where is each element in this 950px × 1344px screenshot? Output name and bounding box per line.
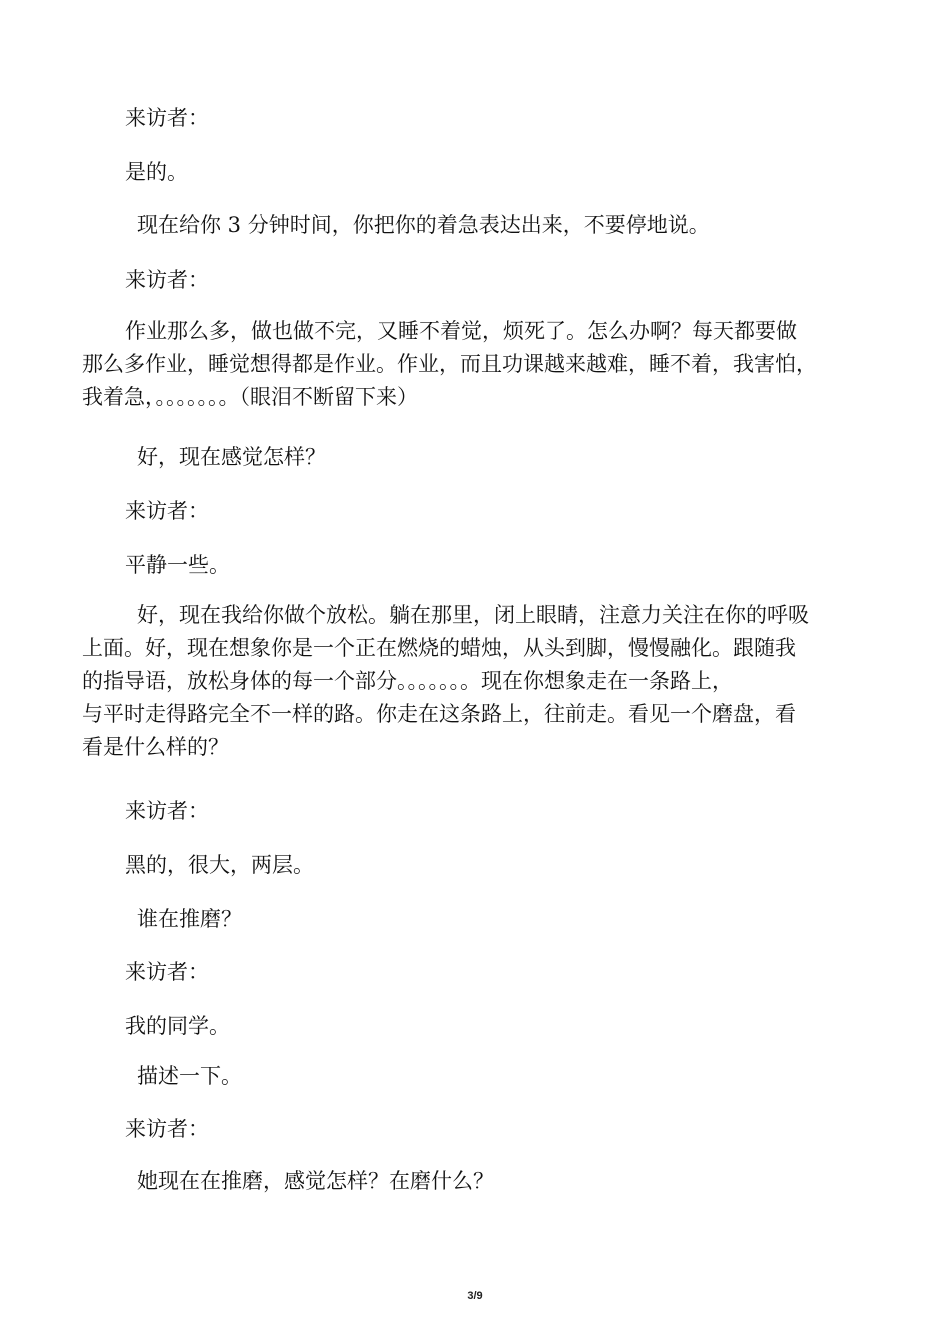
page-number: 3/9	[467, 1290, 483, 1302]
paragraph-line: 看是什么样的？	[82, 735, 229, 759]
client-reply: 黑的，很大，两层。	[125, 853, 314, 877]
counselor-prompt: 现在给你 3 分钟时间，你把你的着急表达出来，不要停地说。	[137, 213, 710, 237]
paragraph-line: 与平时走得路完全不一样的路。你走在这条路上，往前走。看见一个磨盘，看	[82, 702, 796, 726]
client-reply: 平静一些。	[125, 553, 230, 577]
speaker-label: 来访者：	[125, 1117, 209, 1141]
paragraph-line: 我着急，。。。。。。。（眼泪不断留下来）	[82, 385, 418, 409]
speaker-label: 来访者：	[125, 499, 209, 523]
counselor-paragraph	[82, 599, 809, 764]
client-reply: 是的。	[125, 160, 188, 184]
paragraph-line: 作业那么多，做也做不完，又睡不着觉，烦死了。怎么办啊？每天都要做	[125, 319, 797, 343]
client-paragraph	[82, 315, 817, 414]
client-reply: 我的同学。	[125, 1014, 230, 1038]
speaker-label: 来访者：	[125, 106, 209, 130]
paragraph-line: 上面。好，现在想象你是一个正在燃烧的蜡烛，从头到脚，慢慢融化。跟随我	[82, 636, 796, 660]
paragraph-line: 好，现在我给你做个放松。躺在那里，闭上眼睛，注意力关注在你的呼吸	[137, 603, 809, 627]
speaker-label: 来访者：	[125, 799, 209, 823]
counselor-prompt: 描述一下。	[137, 1064, 242, 1088]
counselor-prompt: 她现在在推磨，感觉怎样？在磨什么？	[137, 1169, 494, 1193]
counselor-prompt: 好，现在感觉怎样？	[137, 445, 326, 469]
speaker-label: 来访者：	[125, 268, 209, 292]
paragraph-line: 的指导语，放松身体的每一个部分。。。。。。。现在你想象走在一条路上，	[82, 669, 733, 693]
paragraph-line: 那么多作业，睡觉想得都是作业。作业，而且功课越来越难，睡不着，我害怕，	[82, 352, 817, 376]
counselor-prompt: 谁在推磨？	[137, 907, 242, 931]
speaker-label: 来访者：	[125, 960, 209, 984]
